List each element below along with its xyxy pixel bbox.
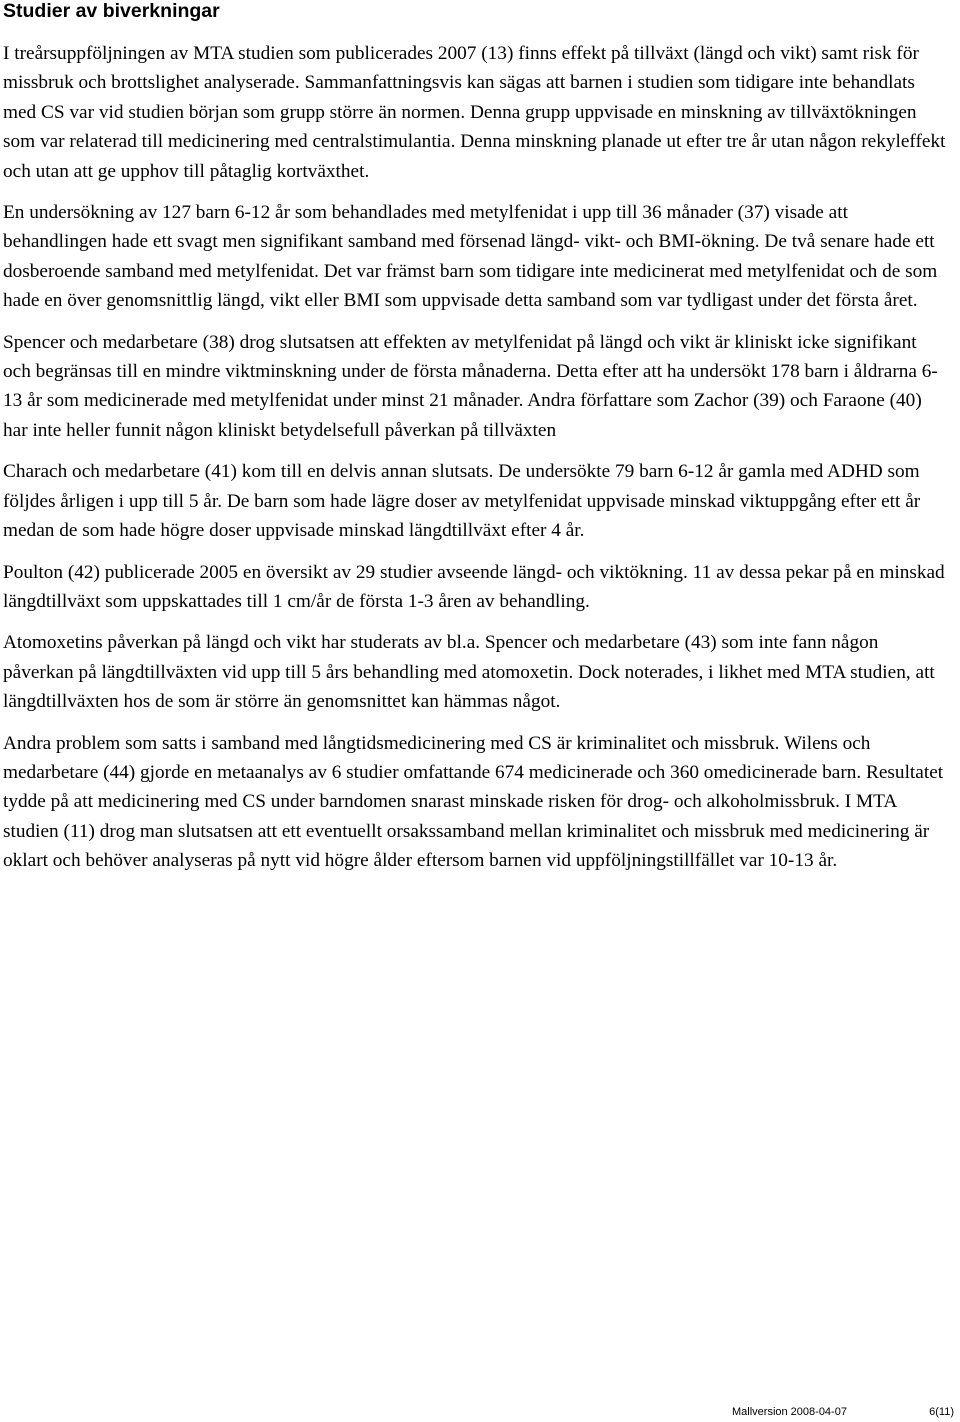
paragraph-poulton-review: Poulton (42) publicerade 2005 en översikt av 29 studier avseende längd- och viktökning. 11 av dessa pekar på en minskad längdtillväxt som uppskattades till 1 cm/år de första 1-3 åren av behandling.	[3, 561, 945, 612]
template-version: Mallversion 2008-04-07	[732, 1406, 847, 1418]
paragraph-mta-followup: I treårsuppföljningen av MTA studien som publicerades 2007 (13) finns effekt på tillväxt (längd och vikt) samt risk för missbruk och brottslighet analyserade. Sammanfattningsvis kan sägas att barnen i studien som tidigare inte behandlats med CS var vid studien början som grupp större än normen. Denna grupp uppvisade en minskning av tillväxtökningen som var relaterad till medicinering med centralstimulantia. Denna minskning planade ut efter tre år utan någon rekyleffekt och utan att ge upphov till påtaglig kortväxthet.	[3, 43, 946, 182]
paragraph-criminality-abuse: Andra problem som satts i samband med långtidsmedicinering med CS är kriminalitet och missbruk. Wilens och medarbetare (44) gjorde en metaanalys av 6 studier omfattande 674 medicinerade och 360 omedicinerade barn. Resultatet tydde på att medicinering med CS under barndomen snarast minskade risken för drog- och alkoholmissbruk. I MTA studien (11) drog man slutsatsen att ett eventuellt orsakssamband mellan kriminalitet och missbruk med medicinering är oklart och behöver analyseras på nytt vid högre ålder eftersom barnen vid uppföljningstillfället var 10-13 år.	[3, 732, 944, 872]
paragraph-127-children-study: En undersökning av 127 barn 6-12 år som behandlades med metylfenidat i upp till 36 månader (37) visade att behandlingen hade ett svagt men signifikant samband med försenad längd- vikt- och BMI-ökning. De två senare hade ett dosberoende samband med metylfenidat. Det var främst barn som tidigare inte medicinerat med metylfenidat och de som hade en över genomsnittlig längd, vikt eller BMI som uppvisade detta samband som var tydligast under det första året.	[3, 202, 938, 312]
section-heading: Studier av biverkningar	[3, 0, 220, 22]
page-content	[3, 0, 948, 876]
paragraph-spencer-study: Spencer och medarbetare (38) drog slutsatsen att effekten av metylfenidat på längd och vikt är kliniskt icke signifikant och begränsas till en mindre viktminskning under de första månaderna. Detta efter att ha undersökt 178 barn i åldrarna 6-13 år som medicinerade med metylfenidat under minst 21 månader. Andra författare som Zachor (39) och Faraone (40) har inte heller funnit någon kliniskt betydelsefull påverkan på tillväxten	[3, 331, 938, 441]
page-number: 6(11)	[929, 1406, 954, 1418]
paragraph-atomoxetine: Atomoxetins påverkan på längd och vikt har studerats av bl.a. Spencer och medarbetare (43) som inte fann någon påverkan på längdtillväxten vid upp till 5 års behandling med atomoxetin. Dock noterades, i likhet med MTA studien, att längdtillväxten hos de som är större än genomsnittet kan hämmas något.	[3, 632, 935, 713]
paragraph-charach-study: Charach och medarbetare (41) kom till en delvis annan slutsats. De undersökte 79 barn 6-12 år gamla med ADHD som följdes årligen i upp till 5 år. De barn som hade lägre doser av metylfenidat uppvisade minskad viktuppgång efter ett år medan de som hade högre doser uppvisade minskad längdtillväxt efter 4 år.	[3, 461, 921, 542]
